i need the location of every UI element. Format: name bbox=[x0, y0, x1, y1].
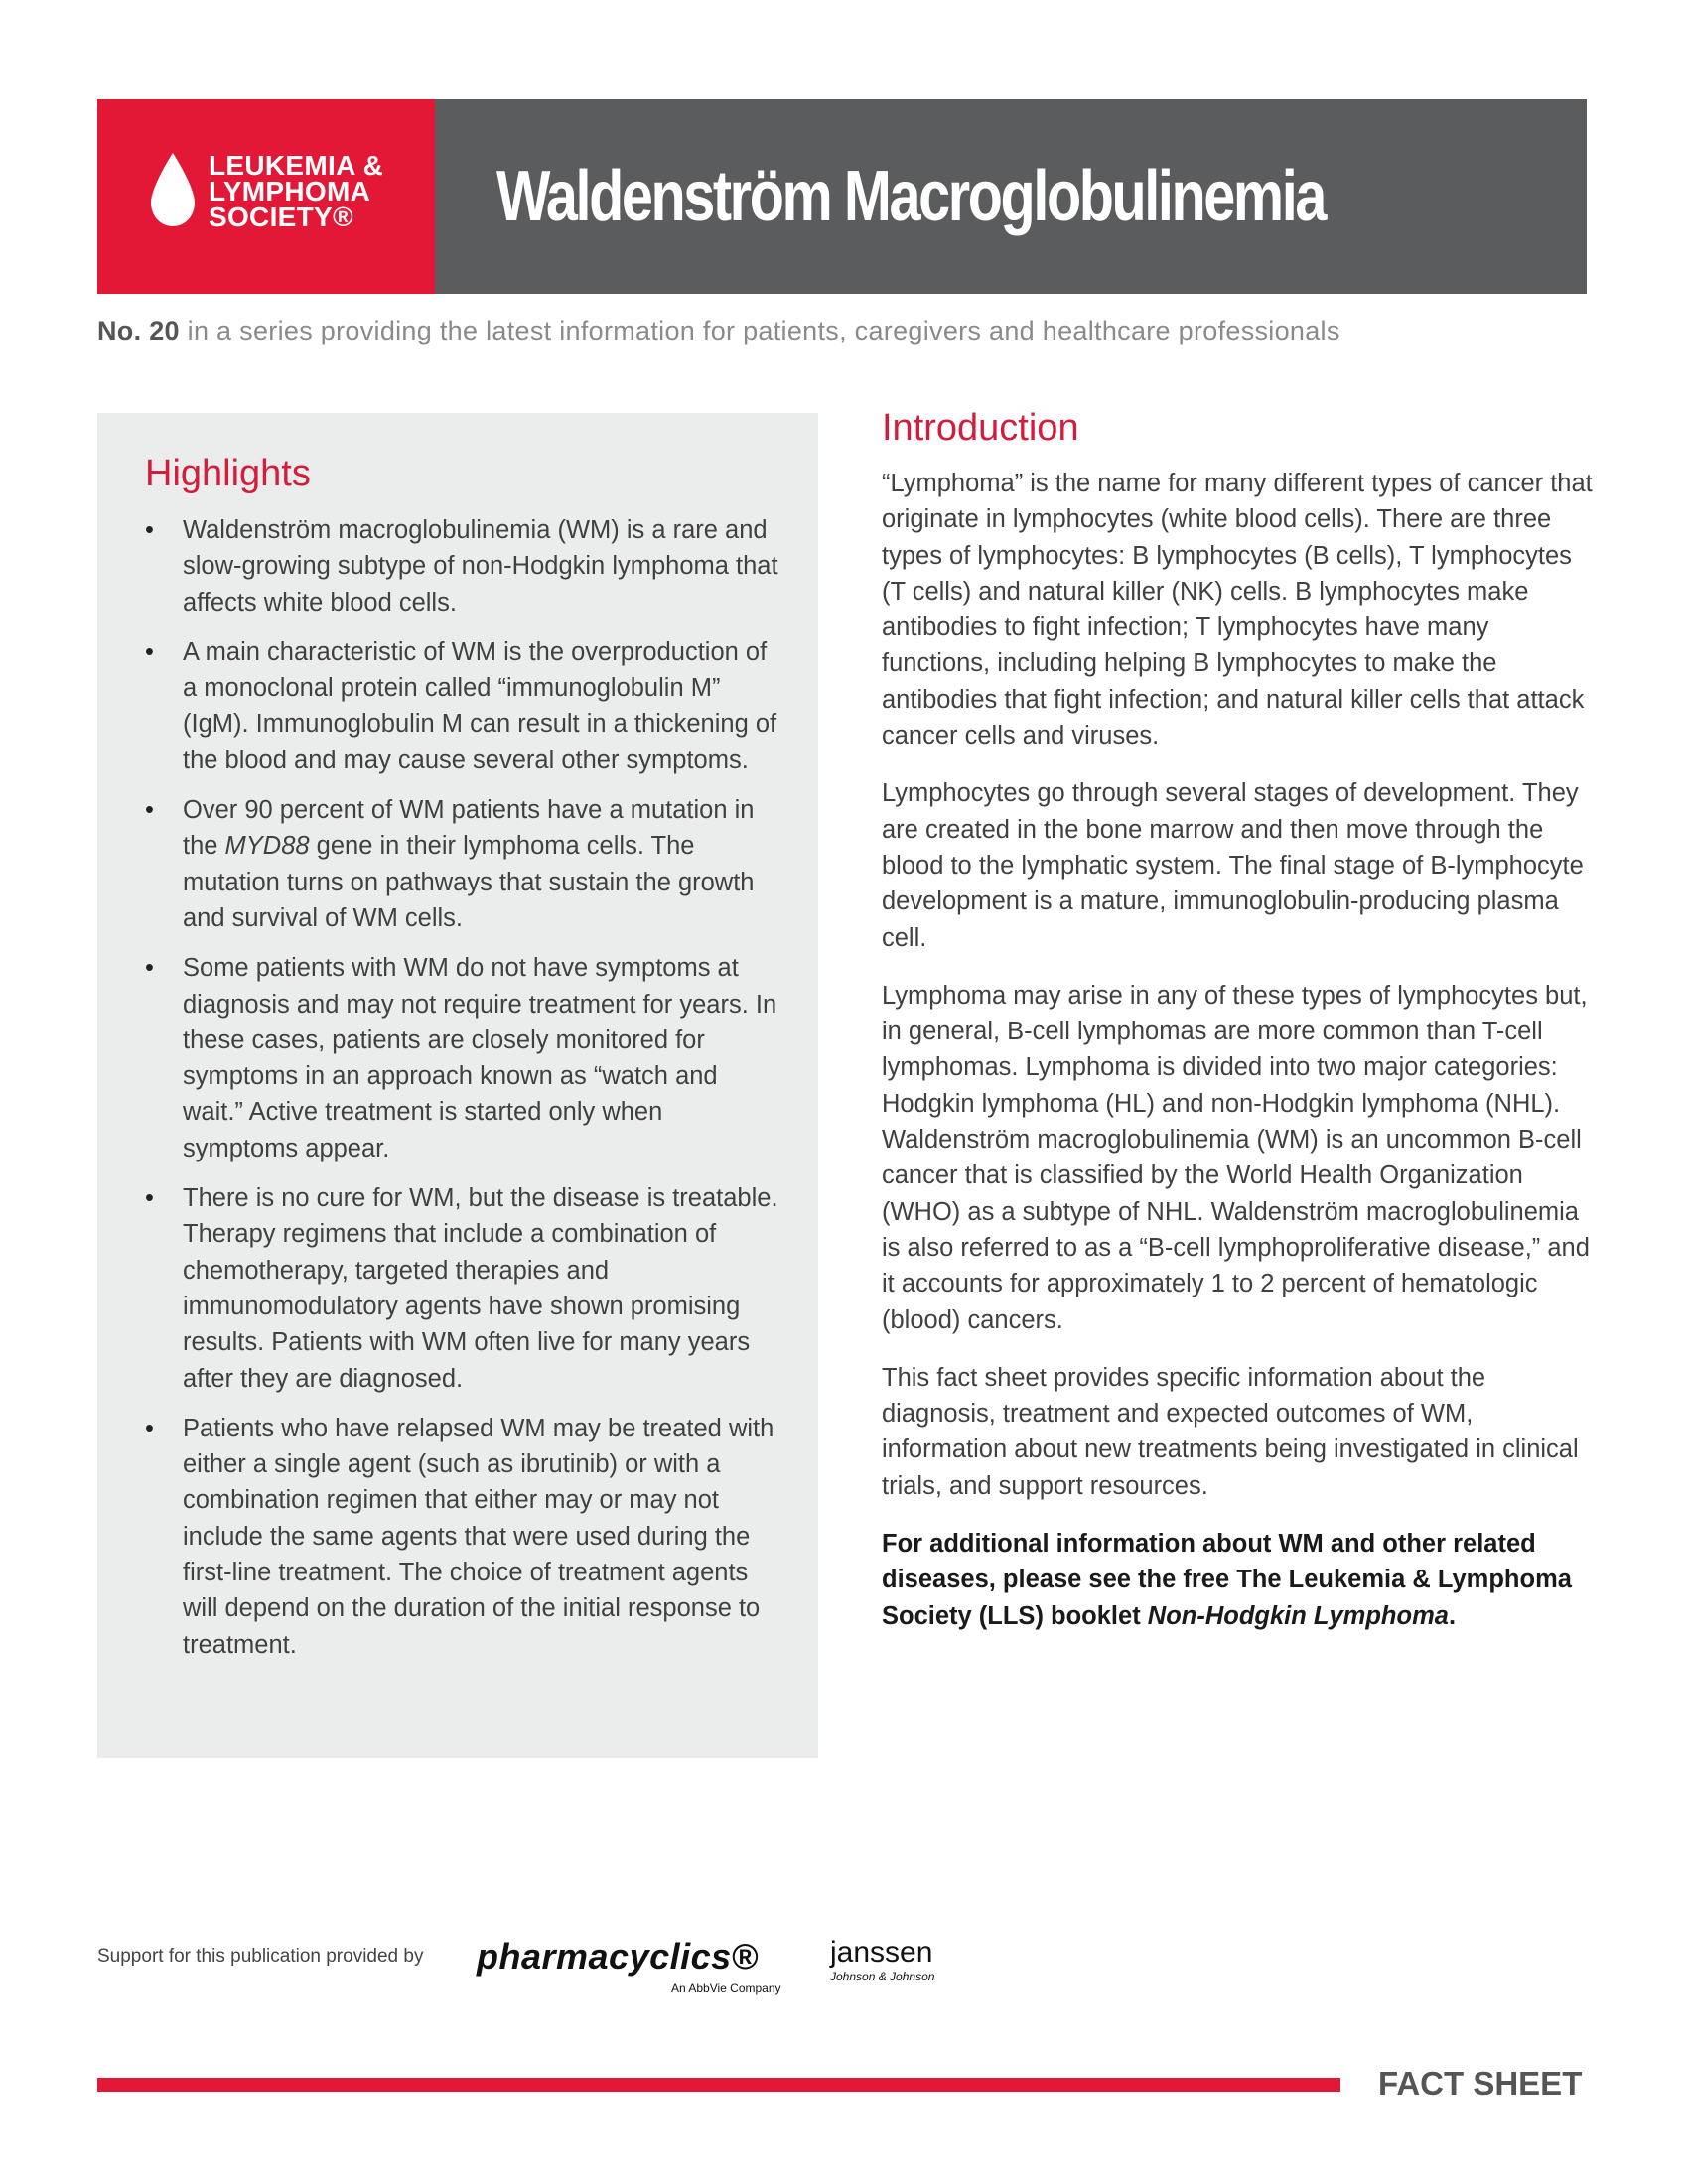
series-number: No. 20 bbox=[97, 316, 180, 345]
additional-info-paragraph: For additional information about WM and other related diseases, please see the free The Leukemia & Lymphoma Society (LLS) booklet Non-Hodgkin Lymphoma. bbox=[882, 1530, 1572, 1630]
support-text: Support for this publication provided by bbox=[97, 1946, 424, 1967]
pharmacyclics-logo bbox=[477, 1936, 781, 1995]
highlights-list bbox=[145, 512, 780, 1677]
page-title: Waldenström Macroglobulinemia bbox=[496, 157, 1325, 236]
intro-paragraph: “Lymphoma” is the name for many different types of cancer that originate in lymphocytes (white blood cells). There are three types of lymphocytes: B lymphocytes (B cells), T lymphocytes (T cells) and natural killer (NK) cells. B lymphocytes make antibodies to fight infection; T lymphocytes have many functions, including helping B lymphocytes to make the antibodies that fight infection; and natural killer cells that attack cancer cells and viruses. bbox=[882, 470, 1593, 751]
intro-paragraph: Lymphoma may arise in any of these types of lymphocytes but, in general, B-cell lymphomas are more common than T-cell lymphomas. Lymphoma is divided into two major categories: Hodgkin lymphoma (HL) and non-Hodgkin lymphoma (NHL). Waldenström macroglobulinemia (WM) is an uncommon B-cell cancer that is classified by the World Health Organization (WHO) as a subtype of NHL. Waldenström macroglobulinemia is also referred to as a “B-cell lymphoproliferative disease,” and it accounts for approximately 1 to 2 percent of hematologic (blood) cancers. bbox=[882, 981, 1590, 1334]
logo-line: LYMPHOMA bbox=[209, 176, 371, 206]
introduction-heading: Introduction bbox=[882, 407, 1079, 449]
intro-paragraph: Lymphocytes go through several stages of development. They are created in the bone marrow and then move through the blood to the lymphatic system. The final stage of B-lymphocyte development is a mature, immunoglobulin-producing plasma cell. bbox=[882, 779, 1584, 952]
intro-paragraph: This fact sheet provides specific information about the diagnosis, treatment and expected outcomes of WM, information about new treatments being investigated in clinical trials, and support resources. bbox=[882, 1363, 1579, 1500]
logo-wordmark bbox=[209, 150, 384, 232]
janssen-logo bbox=[830, 1936, 934, 1983]
header-banner bbox=[97, 99, 1587, 294]
fact-sheet-label: FACT SHEET bbox=[1378, 2065, 1583, 2102]
introduction-section bbox=[882, 407, 1593, 1656]
series-text: in a series providing the latest information for patients, caregivers and healthcare professionals bbox=[187, 316, 1340, 345]
highlight-item: • Over 90 percent of WM patients have a mutation in the MYD88 gene in their lymphoma cells. The mutation turns on pathways that sustain the growth and survival of WM cells. bbox=[145, 792, 780, 936]
highlight-item: • Waldenström macroglobulinemia (WM) is a rare and slow-growing subtype of non-Hodgkin lymphoma that affects white blood cells. bbox=[145, 512, 780, 620]
highlight-item: • Patients who have relapsed WM may be treated with either a single agent (such as ibrutinib) or with a combination regimen that either may or may not include the same agents that were used during the first-line treatment. The choice of treatment agents will depend on the duration of the initial response to treatment. bbox=[145, 1411, 780, 1663]
janssen-wordmark: janssen bbox=[830, 1936, 933, 1969]
lls-logo bbox=[97, 99, 435, 294]
title-bar bbox=[435, 99, 1587, 294]
series-line bbox=[97, 316, 1340, 346]
highlight-item: • Some patients with WM do not have symptoms at diagnosis and may not require treatment for years. In these cases, patients are closely monitored for symptoms in an approach known as “watch and wait.” Active treatment is started only when symptoms appear. bbox=[145, 950, 780, 1166]
logo-line: LEUKEMIA & bbox=[209, 150, 384, 181]
pharmacyclics-wordmark: pharmacyclics® bbox=[477, 1936, 759, 1977]
highlights-panel bbox=[97, 413, 818, 1758]
janssen-tagline: Johnson & Johnson bbox=[830, 1970, 935, 1983]
logo-line: SOCIETY® bbox=[209, 202, 353, 232]
highlight-item: • There is no cure for WM, but the disease is treatable. Therapy regimens that include a combination of chemotherapy, targeted therapies and immunomodulatory agents have shown promising results. Patients with WM often live for many years after they are diagnosed. bbox=[145, 1180, 780, 1397]
blood-drop-icon bbox=[147, 151, 199, 228]
pharmacyclics-tagline: An AbbVie Company bbox=[671, 1981, 781, 1995]
footer-rule bbox=[97, 2078, 1340, 2092]
highlights-heading: Highlights bbox=[145, 453, 311, 494]
highlight-item: • A main characteristic of WM is the overproduction of a monoclonal protein called “immunoglobulin M” (IgM). Immunoglobulin M can result in a thickening of the blood and may cause several other symptoms. bbox=[145, 634, 780, 778]
